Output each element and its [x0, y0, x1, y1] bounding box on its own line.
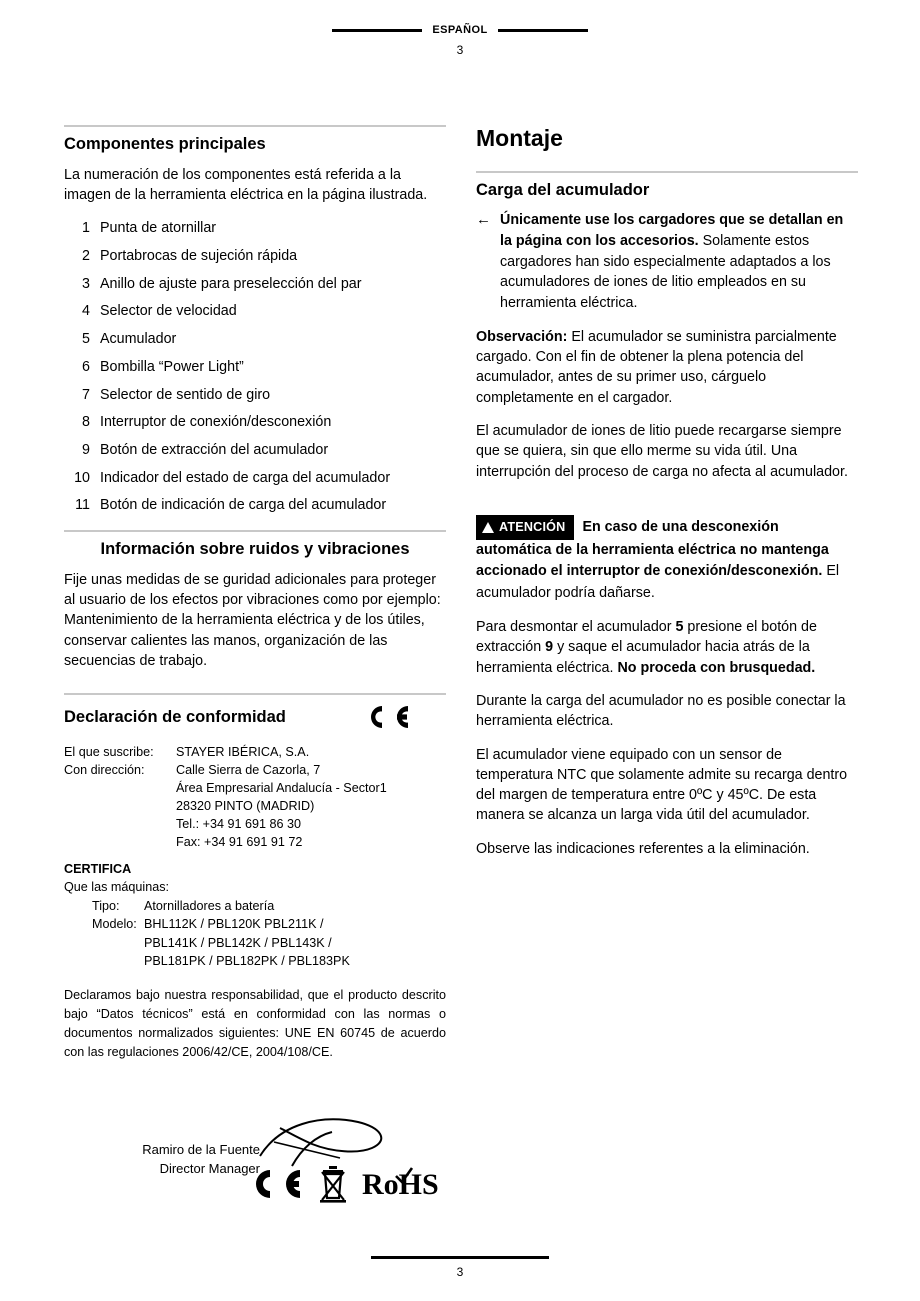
components-intro: La numeración de los componentes está referida a la imagen de la herramienta eléctrica en la página ilustrada.: [64, 166, 428, 203]
machines-label: Que las máquinas:: [64, 880, 170, 895]
signatory-title: Director Manager: [159, 1161, 260, 1177]
header-rule-right: [498, 29, 588, 32]
list-item-number: 10: [74, 469, 90, 486]
list-item-label: Anillo de ajuste para preselección del par: [100, 275, 362, 292]
certifica-label: CERTIFICA: [64, 862, 132, 877]
list-item-number: 9: [82, 441, 90, 458]
address-line: Tel.: +34 91 691 86 30: [176, 816, 301, 831]
declaration-section: [64, 693, 446, 1228]
left-column: [64, 125, 446, 1228]
charger-notice-text: [500, 210, 858, 314]
type-label: Tipo:: [92, 899, 120, 914]
section-divider: [64, 125, 446, 127]
signature-block: [64, 1108, 446, 1228]
declaration-title: Declaración de conformidad: [64, 707, 286, 726]
model-value: BHL112K / PBL120K PBL211K /: [144, 917, 324, 932]
dismount-ref-9: 9: [545, 639, 554, 656]
weee-crossed-bin-icon: [316, 1164, 350, 1209]
page-footer: [0, 1256, 920, 1279]
model-label: Modelo:: [92, 917, 137, 932]
list-item: [64, 385, 446, 406]
noise-vibration-body: Fije unas medidas de se guridad adicionales para proteger al usuario de los efectos por vibraciones como por ejemplo: Mantenimiento de la herramienta eléctrica y de los útiles, conservar calientes las manos, organización de las secuencias de trabajo.: [64, 571, 441, 669]
model-row: [64, 915, 446, 933]
list-item-number: 5: [82, 331, 90, 348]
warning-bold-text: En caso de una desconexión automática de la herramienta eléctrica no mantenga accionado el interruptor de conexión/desconexión.: [476, 519, 829, 580]
attention-badge: [476, 515, 574, 540]
list-item: [64, 329, 446, 350]
declaration-header: [64, 702, 446, 732]
list-item-label: Selector de sentido de giro: [100, 386, 271, 403]
observation-text: El acumulador se suministra parcialmente cargado. Con el fin de obtener la plena potencia del acumulador, antes de su primer uso, cárguelo completamente en el cargador.: [476, 328, 837, 406]
dismount-pre: Para desmontar el acumulador: [476, 619, 676, 636]
list-item: [64, 357, 446, 378]
address-line: Calle Sierra de Cazorla, 7: [176, 763, 321, 778]
model-label-spacer: [64, 952, 144, 970]
list-item-number: 3: [82, 275, 90, 292]
list-item-label: Punta de atornillar: [100, 220, 217, 237]
header-page-number: 3: [456, 43, 464, 57]
spacer: [476, 495, 858, 515]
list-item-label: Botón de extracción del acumulador: [100, 441, 329, 458]
list-item-number: 8: [82, 414, 90, 431]
footer-page-number: 3: [456, 1265, 464, 1279]
list-item: [64, 246, 446, 267]
dismount-bold: No proceda con brusquedad.: [617, 659, 816, 676]
charging-paragraph-4: El acumulador viene equipado con un sensor de temperatura NTC que solamente admite su recarga dentro del margen de temperatura entre 0ºC y 45ºC. De esta manera se alcanza un larga vida útil del acumulador.: [476, 746, 848, 824]
left-arrow-icon: ←: [476, 211, 491, 229]
list-item-number: 4: [82, 303, 90, 320]
header-language-label: ESPAÑOL: [432, 24, 488, 36]
list-item-number: 6: [82, 358, 90, 375]
observation-label: Observación:: [476, 328, 568, 345]
list-item: [64, 301, 446, 322]
charger-notice-rest: Solamente estos cargadores han sido especialmente adaptados a los acumuladores de iones de litio empleados en su herramienta eléctrica.: [500, 232, 831, 312]
list-item: [64, 274, 446, 295]
svg-text:RoHS: RoHS: [362, 1167, 439, 1201]
ce-mark-icon: [250, 1166, 304, 1207]
address-label: Con dirección:: [64, 763, 145, 778]
certification-marks: [250, 1164, 448, 1209]
model-label-spacer: [64, 934, 144, 952]
section-divider: [64, 530, 446, 532]
rohs-mark-icon: [362, 1166, 448, 1207]
warning-paragraph: [476, 515, 858, 604]
components-section: [64, 125, 446, 516]
list-item-label: Interruptor de conexión/desconexión: [100, 414, 332, 431]
model-value: PBL141K / PBL142K / PBL143K /: [144, 935, 332, 950]
charger-notice-bold: Únicamente use los cargadores que se detallan en la página con los accesorios.: [500, 212, 844, 249]
header-rule-group: [0, 24, 920, 36]
noise-vibration-section: [64, 530, 446, 671]
subscriber-row: [64, 744, 446, 762]
address-line: Fax: +34 91 691 91 72: [176, 834, 303, 849]
list-item-label: Indicador del estado de carga del acumulador: [100, 469, 391, 486]
charging-paragraph-5: Observe las indicaciones referentes a la eliminación.: [476, 840, 810, 857]
components-title: Componentes principales: [64, 135, 266, 153]
list-item-label: Acumulador: [100, 331, 177, 348]
type-value: Atornilladores a batería: [144, 899, 275, 914]
subscriber-label: El que suscribe:: [64, 745, 154, 760]
noise-vibration-title: Información sobre ruidos y vibraciones: [100, 540, 410, 559]
list-item: [64, 495, 446, 516]
charger-notice: [476, 210, 858, 314]
list-item-label: Botón de indicación de carga del acumulador: [100, 497, 387, 514]
ce-mark-icon: [364, 702, 412, 732]
charging-paragraph-2: El acumulador de iones de litio puede recargarse siempre que se quiera, sin que ello merme su vida útil. Una interrupción del proceso de carga no afecta al acumulador.: [476, 423, 848, 480]
list-item: [64, 218, 446, 239]
charging-section: [476, 171, 858, 859]
page-header: [0, 24, 920, 57]
address-line: Área Empresarial Andalucía - Sector1: [176, 780, 387, 795]
signatory-name: Ramiro de la Fuente: [142, 1141, 260, 1157]
list-item-label: Bombilla “Power Light”: [100, 358, 244, 375]
list-item: [64, 468, 446, 489]
list-item: [64, 440, 446, 461]
observation-paragraph: [476, 327, 858, 408]
model-row: [64, 952, 446, 970]
signatory-info: [92, 1140, 260, 1179]
dismount-mid: presione el botón de extracción: [476, 619, 817, 656]
dismount-mid2: y saque el acumulador hacia atrás de la herramienta eléctrica.: [476, 639, 810, 676]
list-item: [64, 412, 446, 433]
conformity-paragraph: Declaramos bajo nuestra responsabilidad, que el producto descrito bajo “Datos técnicos” está en conformidad con las normas o documentos normalizados siguientes: UNE EN 60745 de acuerdo con las regulaciones 2006/42/CE, 2004/108/CE.: [64, 988, 446, 1059]
components-list: [64, 218, 446, 516]
list-item-number: 1: [82, 220, 90, 237]
model-row: [64, 934, 446, 952]
dismount-ref-5: 5: [675, 619, 684, 636]
model-value: PBL181PK / PBL182PK / PBL183PK: [144, 953, 350, 968]
section-divider: [64, 693, 446, 695]
address-line: 28320 PINTO (MADRID): [176, 798, 315, 813]
list-item-number: 11: [75, 497, 90, 514]
list-item-label: Selector de velocidad: [100, 303, 237, 320]
subscriber-value: STAYER IBÉRICA, S.A.: [176, 745, 310, 760]
warning-rest-text: El acumulador podría dañarse.: [476, 563, 840, 601]
address-row: [64, 762, 446, 780]
attention-label: ATENCIÓN: [499, 519, 566, 534]
charging-title: Carga del acumulador: [476, 180, 650, 199]
section-divider: [476, 171, 858, 173]
footer-rule: [371, 1256, 549, 1259]
list-item-label: Portabrocas de sujeción rápida: [100, 247, 298, 264]
header-rule-left: [332, 29, 422, 32]
warning-triangle-icon: [482, 522, 494, 533]
declaration-details: [64, 744, 446, 1062]
page-title: Montaje: [476, 125, 563, 151]
dismount-paragraph: [476, 617, 858, 678]
list-item-number: 7: [82, 386, 90, 403]
right-column: [476, 125, 858, 872]
type-row: [64, 897, 446, 915]
list-item-number: 2: [82, 247, 90, 264]
charging-paragraph-3: Durante la carga del acumulador no es posible conectar la herramienta eléctrica.: [476, 692, 846, 730]
